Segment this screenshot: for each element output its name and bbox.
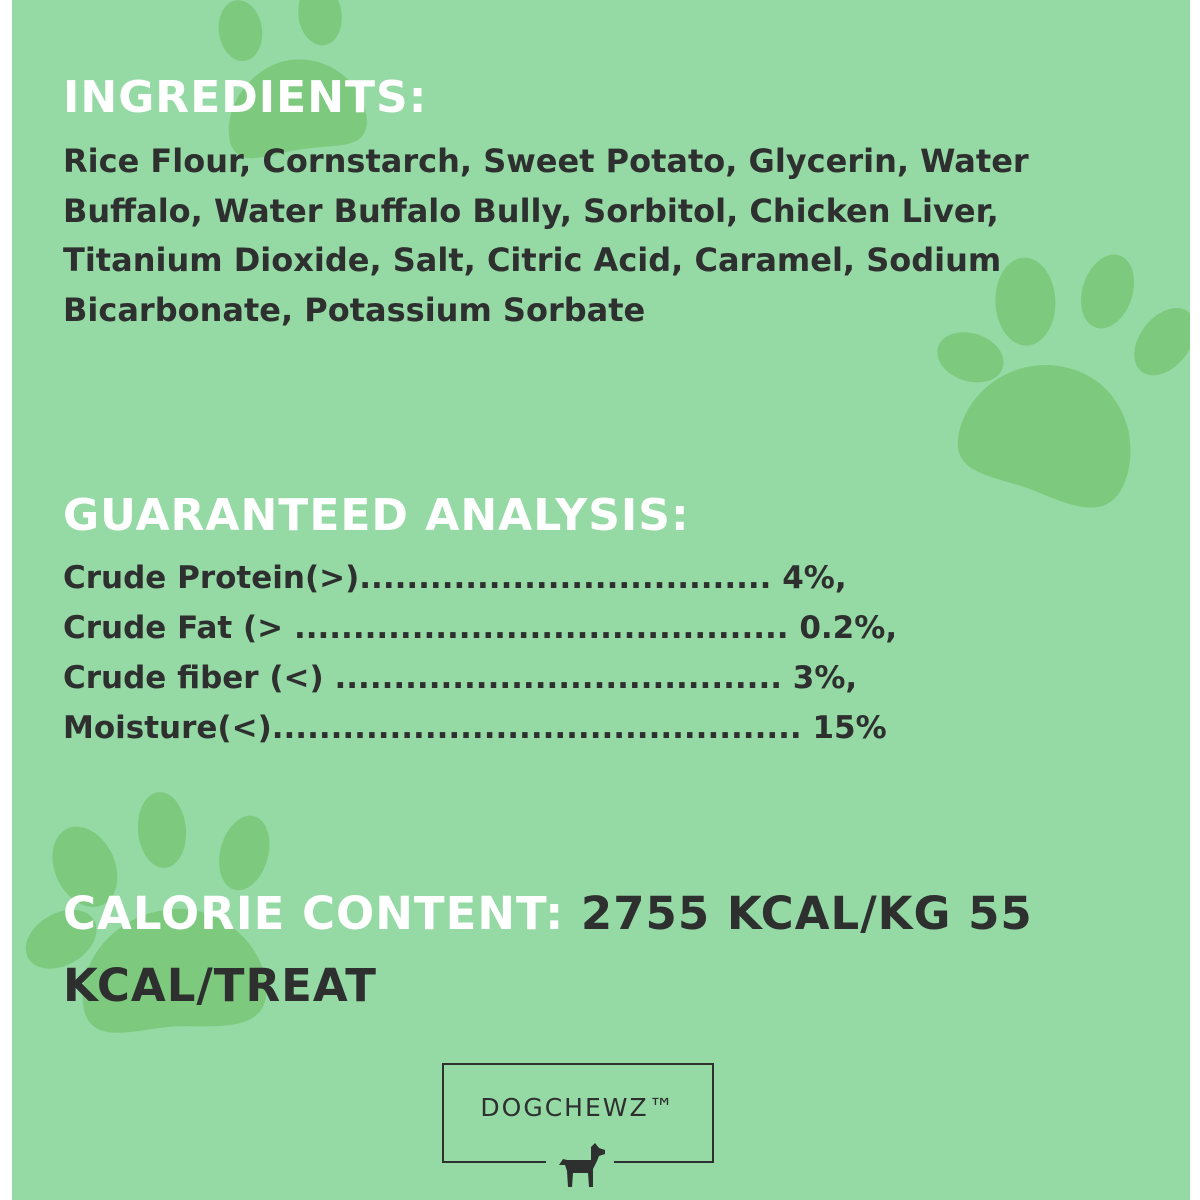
analysis-row-moisture: Moisture(<)............................................. 15% — [63, 710, 887, 746]
ingredients-heading: INGREDIENTS: — [63, 72, 428, 123]
brand-logo — [442, 1063, 714, 1163]
label-panel — [12, 0, 1190, 1200]
ingredients-list: Rice Flour, Cornstarch, Sweet Potato, Glycerin, Water Buffalo, Water Buffalo Bully, Sorbitol, Chicken Liver, Titanium Dioxide, Salt, Citric Acid, Caramel, Sodium Bicarbonate, Potassium Sorbate — [63, 142, 1029, 329]
analysis-row-crude-fiber: Crude fiber (<) ...................................... 3%, — [63, 660, 858, 696]
calorie-content — [63, 878, 1143, 1022]
analysis-row-crude-protein: Crude Protein(>)................................... 4%, — [63, 560, 847, 596]
guaranteed-analysis-heading: GUARANTEED ANALYSIS: — [63, 490, 690, 541]
dog-icon — [553, 1141, 609, 1189]
calorie-content-value: 2755 KCAL/KG 55 KCAL/TREAT — [63, 887, 1033, 1012]
guaranteed-analysis-table — [63, 553, 897, 753]
calorie-content-label: CALORIE CONTENT: — [63, 887, 565, 940]
brand-logo-text: DOGCHEWZ™ — [480, 1093, 676, 1122]
analysis-row-crude-fat: Crude Fat (> .......................................... 0.2%, — [63, 610, 898, 646]
